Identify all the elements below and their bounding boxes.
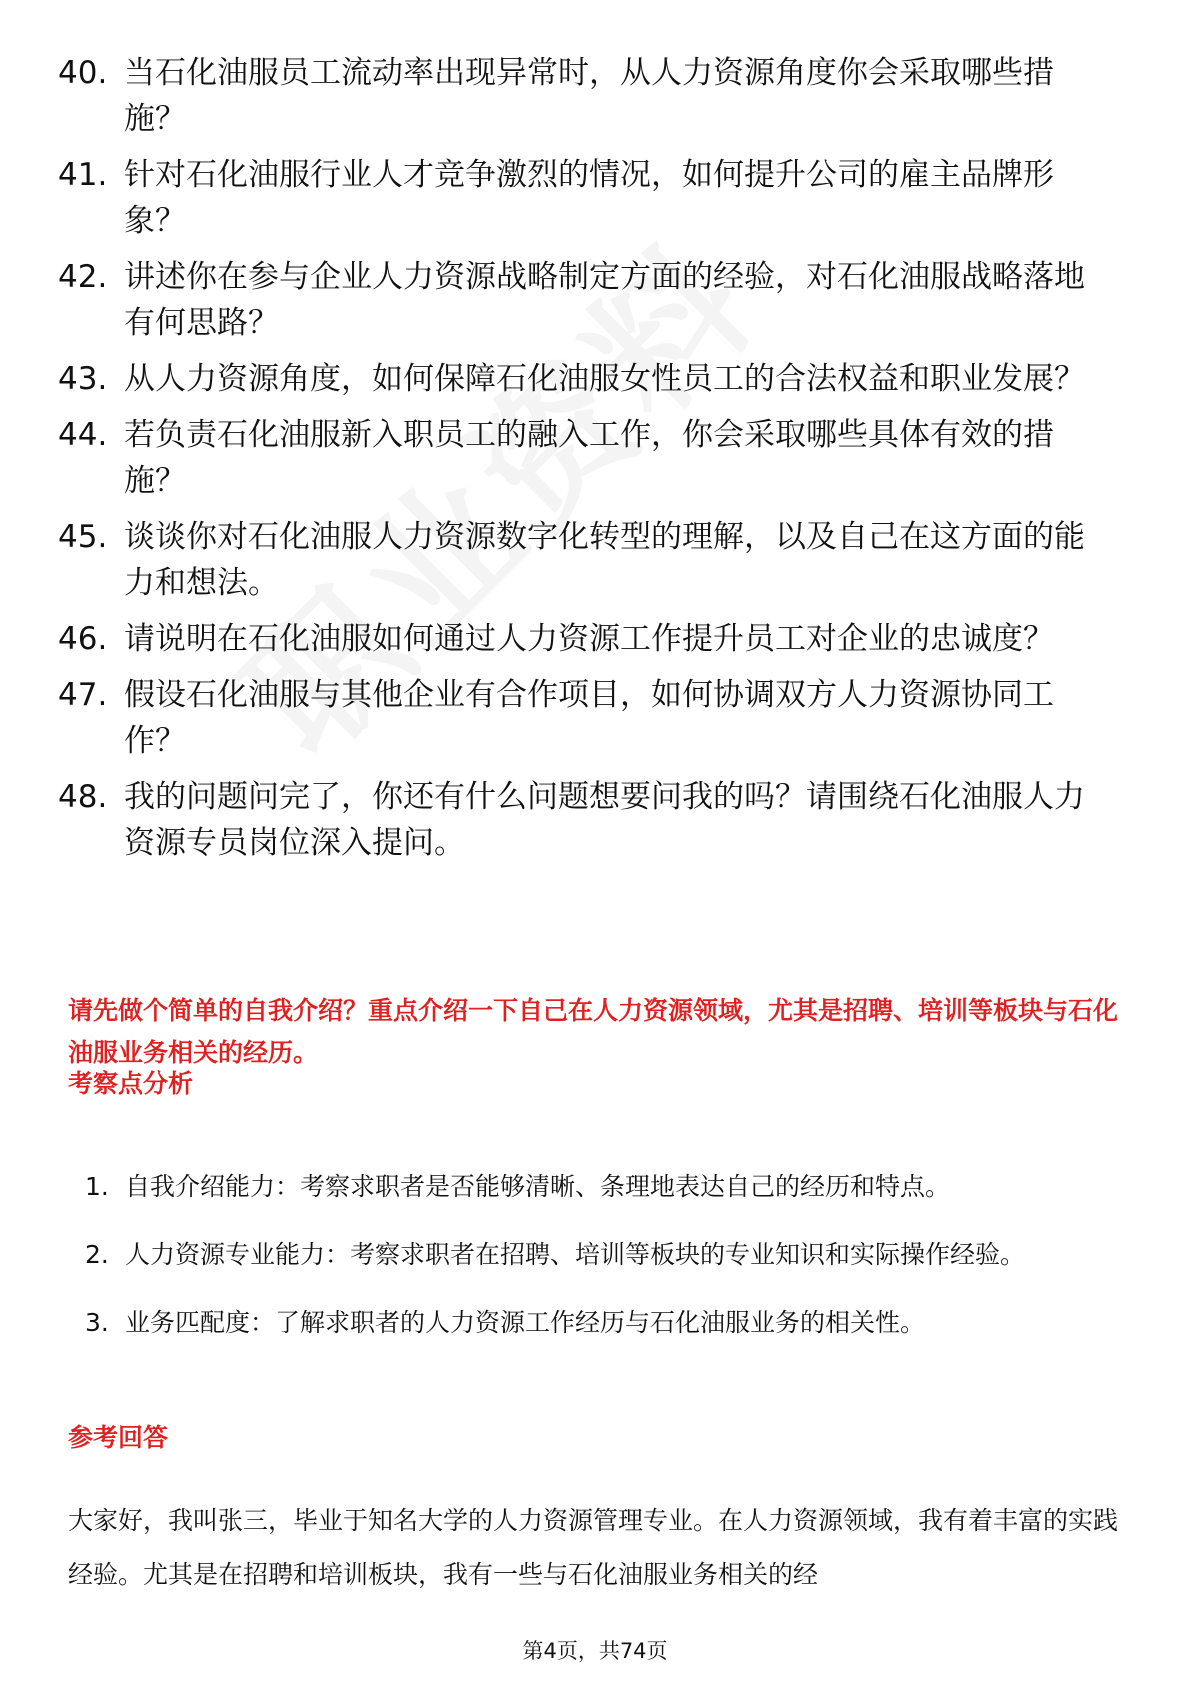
analysis-item (85, 1160, 1125, 1214)
question-number: 46. (58, 621, 108, 657)
question-text: 从人力资源角度，如何保障石化油服女性员工的合法权益和职业发展？ (124, 361, 1085, 397)
question-text: 假设石化油服与其他企业有合作项目，如何协调双方人力资源协同工作？ (124, 677, 1054, 759)
highlighted-question: 请先做个简单的自我介绍？重点介绍一下自己在人力资源领域，尤其是招聘、培训等板块与石化油服业务相关的经历。 (68, 996, 1119, 1067)
question-item (58, 774, 1118, 866)
question-item (58, 616, 1118, 662)
question-number: 44. (58, 417, 108, 453)
analysis-heading: 考察点分析 (68, 1069, 194, 1098)
question-text: 我的问题问完了，你还有什么问题想要问我的吗？请围绕石化油服人力资源专员岗位深入提问。 (124, 779, 1085, 861)
question-number: 43. (58, 361, 108, 397)
analysis-number: 3. (85, 1308, 109, 1337)
question-item (58, 50, 1118, 142)
analysis-text: 业务匹配度：了解求职者的人力资源工作经历与石化油服业务的相关性。 (125, 1308, 926, 1337)
question-item (58, 514, 1118, 606)
question-number: 47. (58, 677, 108, 713)
question-text: 请说明在石化油服如何通过人力资源工作提升员工对企业的忠诚度？ (124, 621, 1054, 657)
question-text: 讲述你在参与企业人力资源战略制定方面的经验，对石化油服战略落地有何思路？ (124, 259, 1085, 341)
question-text: 谈谈你对石化油服人力资源数字化转型的理解，以及自己在这方面的能力和想法。 (124, 519, 1085, 601)
reference-heading: 参考回答 (68, 1423, 169, 1452)
question-number: 45. (58, 519, 108, 555)
question-item (58, 412, 1118, 504)
question-item (58, 254, 1118, 346)
analysis-number: 2. (85, 1240, 109, 1269)
question-text: 当石化油服员工流动率出现异常时，从人力资源角度你会采取哪些措施？ (124, 55, 1054, 137)
analysis-item (85, 1228, 1125, 1282)
analysis-list (85, 1160, 1125, 1364)
question-item (58, 356, 1118, 402)
question-text: 针对石化油服行业人才竞争激烈的情况，如何提升公司的雇主品牌形象？ (124, 157, 1054, 239)
question-item (58, 152, 1118, 244)
reference-answer: 大家好，我叫张三，毕业于知名大学的人力资源管理专业。在人力资源领域，我有着丰富的实践经验。尤其是在招聘和培训板块，我有一些与石化油服业务相关的经 (68, 1506, 1119, 1589)
analysis-text: 自我介绍能力：考察求职者是否能够清晰、条理地表达自己的经历和特点。 (125, 1172, 951, 1201)
question-item (58, 672, 1118, 764)
question-number: 41. (58, 157, 108, 193)
analysis-number: 1. (85, 1172, 109, 1201)
question-text: 若负责石化油服新入职员工的融入工作，你会采取哪些具体有效的措施？ (124, 417, 1054, 499)
question-number: 48. (58, 779, 108, 815)
analysis-item (85, 1296, 1125, 1350)
question-number: 40. (58, 55, 108, 91)
analysis-text: 人力资源专业能力：考察求职者在招聘、培训等板块的专业知识和实际操作经验。 (125, 1240, 1026, 1269)
page-footer: 第4页，共74页 (522, 1639, 668, 1663)
question-list (58, 50, 1118, 876)
question-number: 42. (58, 259, 108, 295)
